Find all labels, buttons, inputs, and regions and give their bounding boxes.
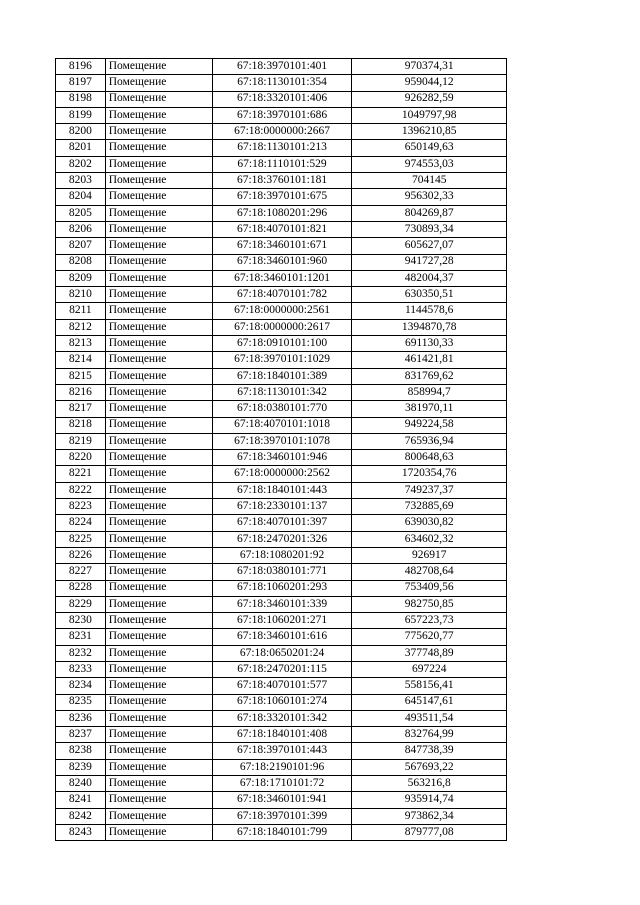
cadastral-value-cell: 630350,51 bbox=[352, 287, 507, 303]
cadastral-number-cell: 67:18:1060201:293 bbox=[212, 580, 352, 596]
table-row bbox=[56, 694, 507, 710]
table-row bbox=[56, 450, 507, 466]
table-row bbox=[56, 499, 507, 515]
table-row bbox=[56, 547, 507, 563]
cadastral-number-cell: 67:18:0380101:771 bbox=[212, 564, 352, 580]
object-type-cell: Помещение bbox=[105, 384, 212, 400]
cadastral-value-cell: 730893,34 bbox=[352, 221, 507, 237]
cadastral-value-cell: 1049797,98 bbox=[352, 107, 507, 123]
table-row bbox=[56, 466, 507, 482]
cadastral-number-cell: 67:18:3970101:401 bbox=[212, 59, 352, 75]
object-type-cell: Помещение bbox=[105, 189, 212, 205]
object-type-cell: Помещение bbox=[105, 596, 212, 612]
cadastral-number-cell: 67:18:1710101:72 bbox=[212, 776, 352, 792]
table-row bbox=[56, 482, 507, 498]
cadastral-number-cell: 67:18:1060201:271 bbox=[212, 613, 352, 629]
object-type-cell: Помещение bbox=[105, 743, 212, 759]
cadastral-value-cell: 657223,73 bbox=[352, 613, 507, 629]
cadastral-value-cell: 639030,82 bbox=[352, 515, 507, 531]
row-number-cell: 8225 bbox=[56, 531, 106, 547]
table-row bbox=[56, 270, 507, 286]
object-type-cell: Помещение bbox=[105, 515, 212, 531]
row-number-cell: 8202 bbox=[56, 156, 106, 172]
object-type-cell: Помещение bbox=[105, 547, 212, 563]
cadastral-value-cell: 567693,22 bbox=[352, 759, 507, 775]
cadastral-value-cell: 956302,33 bbox=[352, 189, 507, 205]
cadastral-number-cell: 67:18:0650201:24 bbox=[212, 645, 352, 661]
table-row bbox=[56, 173, 507, 189]
table-row bbox=[56, 156, 507, 172]
object-type-cell: Помещение bbox=[105, 629, 212, 645]
cadastral-number-cell: 67:18:3970101:1029 bbox=[212, 352, 352, 368]
object-type-cell: Помещение bbox=[105, 401, 212, 417]
table-row bbox=[56, 124, 507, 140]
object-type-cell: Помещение bbox=[105, 336, 212, 352]
table-row bbox=[56, 221, 507, 237]
cadastral-number-cell: 67:18:1840101:443 bbox=[212, 482, 352, 498]
cadastral-number-cell: 67:18:3460101:946 bbox=[212, 450, 352, 466]
row-number-cell: 8223 bbox=[56, 499, 106, 515]
object-type-cell: Помещение bbox=[105, 531, 212, 547]
row-number-cell: 8198 bbox=[56, 91, 106, 107]
row-number-cell: 8218 bbox=[56, 417, 106, 433]
row-number-cell: 8224 bbox=[56, 515, 106, 531]
cadastral-number-cell: 67:18:0910101:100 bbox=[212, 336, 352, 352]
table-row bbox=[56, 417, 507, 433]
table-row bbox=[56, 140, 507, 156]
cadastral-value-cell: 800648,63 bbox=[352, 450, 507, 466]
row-number-cell: 8242 bbox=[56, 808, 106, 824]
cadastral-number-cell: 67:18:0000000:2562 bbox=[212, 466, 352, 482]
table-row bbox=[56, 107, 507, 123]
row-number-cell: 8237 bbox=[56, 727, 106, 743]
row-number-cell: 8233 bbox=[56, 661, 106, 677]
table-row bbox=[56, 238, 507, 254]
object-type-cell: Помещение bbox=[105, 75, 212, 91]
object-type-cell: Помещение bbox=[105, 270, 212, 286]
row-number-cell: 8199 bbox=[56, 107, 106, 123]
object-type-cell: Помещение bbox=[105, 580, 212, 596]
property-table bbox=[55, 58, 507, 841]
row-number-cell: 8229 bbox=[56, 596, 106, 612]
table-row bbox=[56, 287, 507, 303]
cadastral-number-cell: 67:18:0380101:770 bbox=[212, 401, 352, 417]
object-type-cell: Помещение bbox=[105, 482, 212, 498]
object-type-cell: Помещение bbox=[105, 173, 212, 189]
cadastral-number-cell: 67:18:3460101:941 bbox=[212, 792, 352, 808]
cadastral-number-cell: 67:18:3460101:616 bbox=[212, 629, 352, 645]
row-number-cell: 8201 bbox=[56, 140, 106, 156]
object-type-cell: Помещение bbox=[105, 124, 212, 140]
cadastral-value-cell: 1394870,78 bbox=[352, 319, 507, 335]
row-number-cell: 8222 bbox=[56, 482, 106, 498]
cadastral-number-cell: 67:18:3460101:339 bbox=[212, 596, 352, 612]
table-row bbox=[56, 59, 507, 75]
object-type-cell: Помещение bbox=[105, 91, 212, 107]
row-number-cell: 8235 bbox=[56, 694, 106, 710]
table-row bbox=[56, 319, 507, 335]
cadastral-number-cell: 67:18:3970101:443 bbox=[212, 743, 352, 759]
row-number-cell: 8209 bbox=[56, 270, 106, 286]
cadastral-number-cell: 67:18:1110101:529 bbox=[212, 156, 352, 172]
table-row bbox=[56, 254, 507, 270]
cadastral-number-cell: 67:18:3320101:406 bbox=[212, 91, 352, 107]
cadastral-number-cell: 67:18:1840101:389 bbox=[212, 368, 352, 384]
row-number-cell: 8207 bbox=[56, 238, 106, 254]
cadastral-value-cell: 377748,89 bbox=[352, 645, 507, 661]
object-type-cell: Помещение bbox=[105, 645, 212, 661]
table-row bbox=[56, 824, 507, 840]
table-row bbox=[56, 205, 507, 221]
object-type-cell: Помещение bbox=[105, 678, 212, 694]
object-type-cell: Помещение bbox=[105, 352, 212, 368]
table-row bbox=[56, 661, 507, 677]
cadastral-value-cell: 765936,94 bbox=[352, 433, 507, 449]
table-row bbox=[56, 515, 507, 531]
cadastral-value-cell: 558156,41 bbox=[352, 678, 507, 694]
row-number-cell: 8217 bbox=[56, 401, 106, 417]
cadastral-value-cell: 941727,28 bbox=[352, 254, 507, 270]
row-number-cell: 8205 bbox=[56, 205, 106, 221]
object-type-cell: Помещение bbox=[105, 776, 212, 792]
object-type-cell: Помещение bbox=[105, 319, 212, 335]
row-number-cell: 8240 bbox=[56, 776, 106, 792]
property-table-body bbox=[56, 59, 507, 841]
row-number-cell: 8216 bbox=[56, 384, 106, 400]
cadastral-number-cell: 67:18:3970101:1078 bbox=[212, 433, 352, 449]
cadastral-value-cell: 973862,34 bbox=[352, 808, 507, 824]
cadastral-number-cell: 67:18:3970101:399 bbox=[212, 808, 352, 824]
row-number-cell: 8210 bbox=[56, 287, 106, 303]
row-number-cell: 8197 bbox=[56, 75, 106, 91]
cadastral-value-cell: 461421,81 bbox=[352, 352, 507, 368]
cadastral-number-cell: 67:18:1130101:354 bbox=[212, 75, 352, 91]
table-row bbox=[56, 645, 507, 661]
table-row bbox=[56, 743, 507, 759]
cadastral-value-cell: 926917 bbox=[352, 547, 507, 563]
table-row bbox=[56, 189, 507, 205]
object-type-cell: Помещение bbox=[105, 205, 212, 221]
cadastral-number-cell: 67:18:3970101:686 bbox=[212, 107, 352, 123]
cadastral-value-cell: 926282,59 bbox=[352, 91, 507, 107]
cadastral-value-cell: 775620,77 bbox=[352, 629, 507, 645]
row-number-cell: 8231 bbox=[56, 629, 106, 645]
cadastral-number-cell: 67:18:3460101:671 bbox=[212, 238, 352, 254]
table-row bbox=[56, 368, 507, 384]
cadastral-number-cell: 67:18:3460101:1201 bbox=[212, 270, 352, 286]
table-row bbox=[56, 759, 507, 775]
cadastral-number-cell: 67:18:1130101:342 bbox=[212, 384, 352, 400]
table-row bbox=[56, 808, 507, 824]
table-row bbox=[56, 678, 507, 694]
cadastral-number-cell: 67:18:1080201:92 bbox=[212, 547, 352, 563]
row-number-cell: 8236 bbox=[56, 710, 106, 726]
table-row bbox=[56, 564, 507, 580]
cadastral-number-cell: 67:18:1060101:274 bbox=[212, 694, 352, 710]
object-type-cell: Помещение bbox=[105, 466, 212, 482]
cadastral-value-cell: 949224,58 bbox=[352, 417, 507, 433]
cadastral-number-cell: 67:18:0000000:2561 bbox=[212, 303, 352, 319]
cadastral-value-cell: 970374,31 bbox=[352, 59, 507, 75]
table-row bbox=[56, 596, 507, 612]
object-type-cell: Помещение bbox=[105, 759, 212, 775]
object-type-cell: Помещение bbox=[105, 221, 212, 237]
cadastral-value-cell: 605627,07 bbox=[352, 238, 507, 254]
object-type-cell: Помещение bbox=[105, 710, 212, 726]
table-row bbox=[56, 792, 507, 808]
cadastral-number-cell: 67:18:1840101:408 bbox=[212, 727, 352, 743]
cadastral-value-cell: 482004,37 bbox=[352, 270, 507, 286]
object-type-cell: Помещение bbox=[105, 417, 212, 433]
cadastral-value-cell: 959044,12 bbox=[352, 75, 507, 91]
cadastral-value-cell: 935914,74 bbox=[352, 792, 507, 808]
row-number-cell: 8239 bbox=[56, 759, 106, 775]
table-row bbox=[56, 433, 507, 449]
table-row bbox=[56, 352, 507, 368]
cadastral-value-cell: 732885,69 bbox=[352, 499, 507, 515]
row-number-cell: 8238 bbox=[56, 743, 106, 759]
row-number-cell: 8230 bbox=[56, 613, 106, 629]
row-number-cell: 8241 bbox=[56, 792, 106, 808]
cadastral-number-cell: 67:18:3320101:342 bbox=[212, 710, 352, 726]
object-type-cell: Помещение bbox=[105, 303, 212, 319]
cadastral-value-cell: 832764,99 bbox=[352, 727, 507, 743]
object-type-cell: Помещение bbox=[105, 808, 212, 824]
table-row bbox=[56, 710, 507, 726]
cadastral-value-cell: 493511,54 bbox=[352, 710, 507, 726]
cadastral-number-cell: 67:18:1080201:296 bbox=[212, 205, 352, 221]
object-type-cell: Помещение bbox=[105, 824, 212, 840]
row-number-cell: 8221 bbox=[56, 466, 106, 482]
object-type-cell: Помещение bbox=[105, 287, 212, 303]
object-type-cell: Помещение bbox=[105, 694, 212, 710]
table-row bbox=[56, 613, 507, 629]
table-row bbox=[56, 91, 507, 107]
row-number-cell: 8215 bbox=[56, 368, 106, 384]
table-row bbox=[56, 776, 507, 792]
row-number-cell: 8212 bbox=[56, 319, 106, 335]
row-number-cell: 8208 bbox=[56, 254, 106, 270]
cadastral-value-cell: 749237,37 bbox=[352, 482, 507, 498]
cadastral-value-cell: 847738,39 bbox=[352, 743, 507, 759]
cadastral-number-cell: 67:18:0000000:2617 bbox=[212, 319, 352, 335]
table-row bbox=[56, 336, 507, 352]
cadastral-value-cell: 753409,56 bbox=[352, 580, 507, 596]
row-number-cell: 8213 bbox=[56, 336, 106, 352]
row-number-cell: 8200 bbox=[56, 124, 106, 140]
cadastral-value-cell: 879777,08 bbox=[352, 824, 507, 840]
cadastral-value-cell: 645147,61 bbox=[352, 694, 507, 710]
cadastral-number-cell: 67:18:1130101:213 bbox=[212, 140, 352, 156]
cadastral-value-cell: 634602,32 bbox=[352, 531, 507, 547]
row-number-cell: 8232 bbox=[56, 645, 106, 661]
cadastral-value-cell: 831769,62 bbox=[352, 368, 507, 384]
row-number-cell: 8214 bbox=[56, 352, 106, 368]
cadastral-value-cell: 482708,64 bbox=[352, 564, 507, 580]
object-type-cell: Помещение bbox=[105, 156, 212, 172]
cadastral-number-cell: 67:18:2330101:137 bbox=[212, 499, 352, 515]
object-type-cell: Помещение bbox=[105, 661, 212, 677]
cadastral-value-cell: 1720354,76 bbox=[352, 466, 507, 482]
table-row bbox=[56, 727, 507, 743]
object-type-cell: Помещение bbox=[105, 368, 212, 384]
table-row bbox=[56, 303, 507, 319]
object-type-cell: Помещение bbox=[105, 450, 212, 466]
row-number-cell: 8226 bbox=[56, 547, 106, 563]
object-type-cell: Помещение bbox=[105, 59, 212, 75]
cadastral-number-cell: 67:18:2470201:326 bbox=[212, 531, 352, 547]
row-number-cell: 8206 bbox=[56, 221, 106, 237]
cadastral-number-cell: 67:18:3970101:675 bbox=[212, 189, 352, 205]
object-type-cell: Помещение bbox=[105, 238, 212, 254]
cadastral-value-cell: 691130,33 bbox=[352, 336, 507, 352]
cadastral-value-cell: 704145 bbox=[352, 173, 507, 189]
table-row bbox=[56, 384, 507, 400]
cadastral-value-cell: 858994,7 bbox=[352, 384, 507, 400]
cadastral-value-cell: 563216,8 bbox=[352, 776, 507, 792]
row-number-cell: 8227 bbox=[56, 564, 106, 580]
cadastral-number-cell: 67:18:4070101:1018 bbox=[212, 417, 352, 433]
object-type-cell: Помещение bbox=[105, 499, 212, 515]
table-row bbox=[56, 75, 507, 91]
row-number-cell: 8211 bbox=[56, 303, 106, 319]
object-type-cell: Помещение bbox=[105, 254, 212, 270]
object-type-cell: Помещение bbox=[105, 792, 212, 808]
table-row bbox=[56, 629, 507, 645]
row-number-cell: 8196 bbox=[56, 59, 106, 75]
object-type-cell: Помещение bbox=[105, 613, 212, 629]
object-type-cell: Помещение bbox=[105, 140, 212, 156]
cadastral-number-cell: 67:18:0000000:2667 bbox=[212, 124, 352, 140]
cadastral-value-cell: 804269,87 bbox=[352, 205, 507, 221]
cadastral-value-cell: 1396210,85 bbox=[352, 124, 507, 140]
cadastral-number-cell: 67:18:3760101:181 bbox=[212, 173, 352, 189]
cadastral-value-cell: 697224 bbox=[352, 661, 507, 677]
cadastral-number-cell: 67:18:4070101:821 bbox=[212, 221, 352, 237]
object-type-cell: Помещение bbox=[105, 107, 212, 123]
cadastral-number-cell: 67:18:2190101:96 bbox=[212, 759, 352, 775]
cadastral-value-cell: 982750,85 bbox=[352, 596, 507, 612]
cadastral-value-cell: 974553,03 bbox=[352, 156, 507, 172]
cadastral-number-cell: 67:18:2470201:115 bbox=[212, 661, 352, 677]
row-number-cell: 8234 bbox=[56, 678, 106, 694]
row-number-cell: 8228 bbox=[56, 580, 106, 596]
object-type-cell: Помещение bbox=[105, 564, 212, 580]
cadastral-value-cell: 650149,63 bbox=[352, 140, 507, 156]
cadastral-number-cell: 67:18:4070101:397 bbox=[212, 515, 352, 531]
row-number-cell: 8203 bbox=[56, 173, 106, 189]
cadastral-number-cell: 67:18:4070101:577 bbox=[212, 678, 352, 694]
table-row bbox=[56, 580, 507, 596]
cadastral-number-cell: 67:18:1840101:799 bbox=[212, 824, 352, 840]
row-number-cell: 8243 bbox=[56, 824, 106, 840]
row-number-cell: 8220 bbox=[56, 450, 106, 466]
cadastral-value-cell: 381970,11 bbox=[352, 401, 507, 417]
cadastral-value-cell: 1144578,6 bbox=[352, 303, 507, 319]
object-type-cell: Помещение bbox=[105, 727, 212, 743]
object-type-cell: Помещение bbox=[105, 433, 212, 449]
row-number-cell: 8219 bbox=[56, 433, 106, 449]
table-row bbox=[56, 401, 507, 417]
cadastral-number-cell: 67:18:3460101:960 bbox=[212, 254, 352, 270]
table-row bbox=[56, 531, 507, 547]
cadastral-number-cell: 67:18:4070101:782 bbox=[212, 287, 352, 303]
row-number-cell: 8204 bbox=[56, 189, 106, 205]
